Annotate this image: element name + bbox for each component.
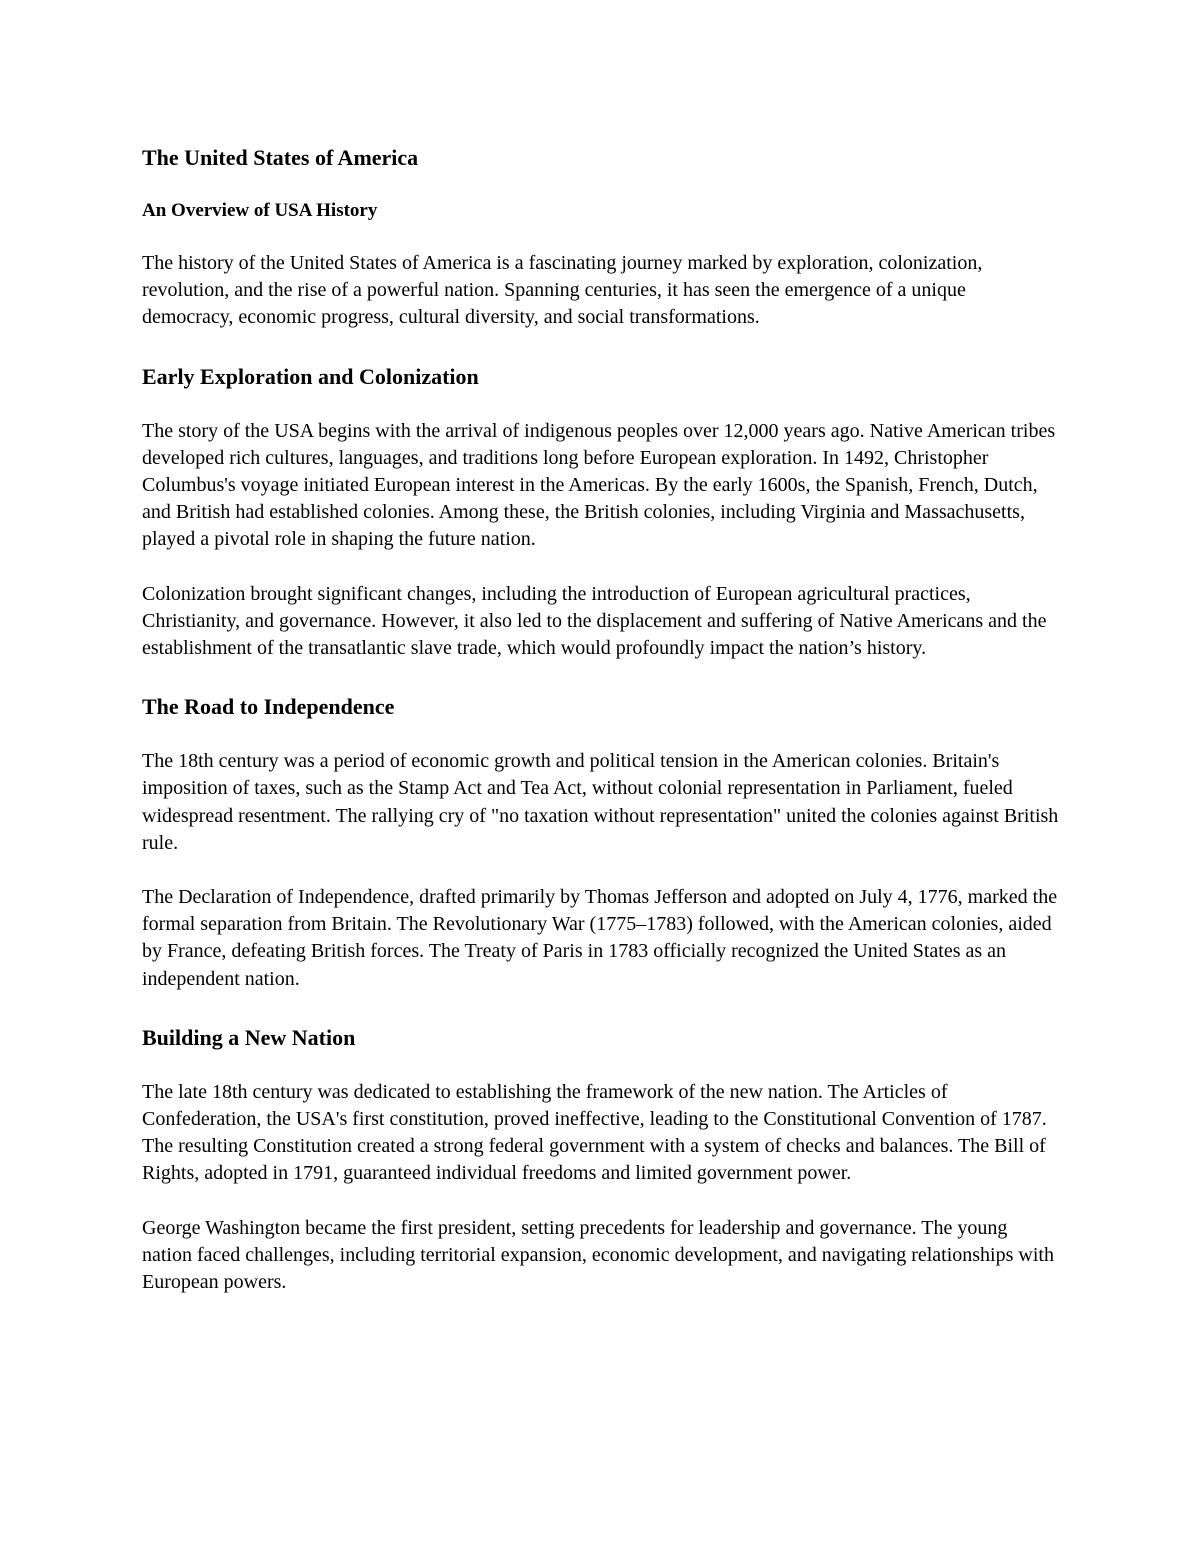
section-building-new-nation [142, 1023, 1062, 1296]
paragraph: The Declaration of Independence, drafted primarily by Thomas Jefferson and adopted on July 4, 1776, marked the formal separation from Britain. The Revolutionary War (1775–1783) followed, with the American colonies, aided by France, defeating British forces. The Treaty of Paris in 1783 officially recognized the United States as an independent nation. [142, 886, 1058, 990]
section-early-exploration [142, 362, 1062, 663]
document-subtitle: An Overview of USA History [142, 200, 378, 221]
section-road-to-independence [142, 692, 1062, 993]
paragraph: Colonization brought significant changes, including the introduction of European agricultural practices, Christianity, and governance. However, it also led to the displacement and suffering of Native Americans and the establishment of the transatlantic slave trade, which would profoundly impact the nation’s history. [142, 582, 1047, 660]
section-heading: The Road to Independence [142, 694, 395, 720]
section-heading: Early Exploration and Colonization [142, 363, 479, 389]
paragraph: The story of the USA begins with the arrival of indigenous peoples over 12,000 years ago. Native American tribes developed rich cultures, languages, and traditions long before European exploration. In 1492, Christopher Columbus's voyage initiated European interest in the Americas. By the early 1600s, the Spanish, French, Dutch, and British had established colonies. Among these, the British colonies, including Virginia and Massachusetts, played a pivotal role in shaping the future nation. [142, 419, 1056, 551]
paragraph: The late 18th century was dedicated to establishing the framework of the new nation. The Articles of Confederation, the USA's first constitution, proved ineffective, leading to the Constitutional Convention of 1787. The resulting Constitution created a strong federal government with a system of checks and balances. The Bill of Rights, adopted in 1791, guaranteed individual freedoms and limited government power. [142, 1080, 1047, 1185]
document-page [142, 143, 1062, 1323]
paragraph: George Washington became the first president, setting precedents for leadership and governance. The young nation faced challenges, including territorial expansion, economic development, and navigating relationships with European powers. [142, 1216, 1054, 1294]
section-heading: Building a New Nation [142, 1024, 356, 1050]
intro-paragraph: The history of the United States of America is a fascinating journey marked by exploration, colonization, revolution, and the rise of a powerful nation. Spanning centuries, it has seen the emergence of a unique democracy, economic progress, cultural diversity, and social transformations. [142, 252, 983, 329]
document-title: The United States of America [142, 145, 419, 170]
paragraph: The 18th century was a period of economic growth and political tension in the American colonies. Britain's imposition of taxes, such as the Stamp Act and Tea Act, without colonial representation in Parliament, fueled widespread resentment. The rallying cry of "no taxation without representation" united the colonies against British rule. [142, 750, 1059, 854]
